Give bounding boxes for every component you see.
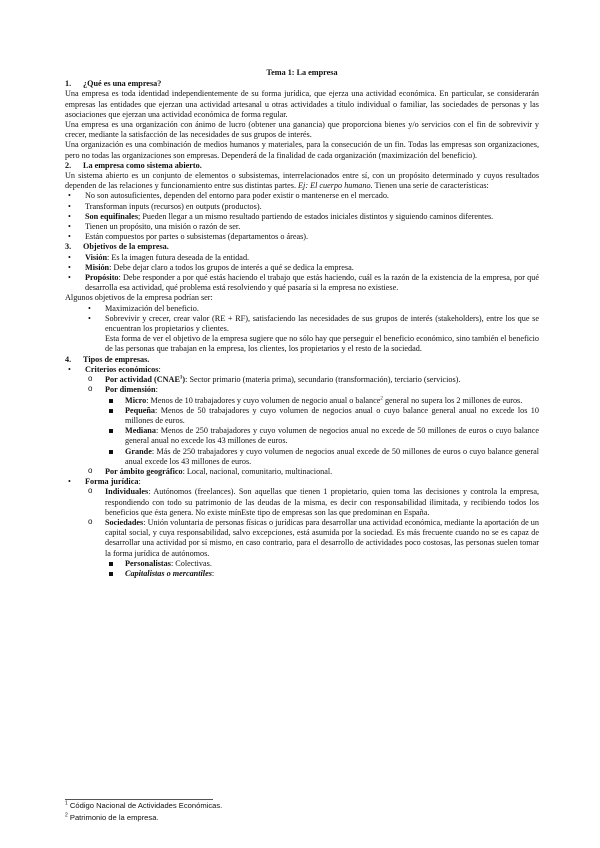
list-item [65,202,539,212]
item-lead: Por dimensión [105,385,156,395]
item-text: No son autosuficientes, dependen del entorno para poder existir o mantenerse en el mercado. [85,191,389,201]
footnote-ref: 1 [179,375,183,381]
item-lead: Micro [125,395,147,405]
item-text: ; Pueden llegar a un mismo resultado partiendo de estados iniciales distintos y siguiendo caminos diferentes. [138,211,494,221]
list-item [65,232,539,242]
item-text: : Sector primario (materia prima), secundario (transformación), terciario (servicios). [185,375,461,385]
list-item [65,273,539,293]
item-lead: Mediana [125,426,156,436]
item-text: : [158,364,161,374]
item-lead: Misión [85,262,110,272]
objectives-list [65,253,539,294]
item-lead: Sociedades [105,517,144,527]
list-item [65,385,539,467]
item-text: : Autónomos (freelances). Son aquellas que tienen 1 propietario, quien toma las decisiones y controla la empresa, respondiendo con todo su patrimonio de las deudas de la misma, es decir con responsabilidad ilimitada, y recibiendo todos los beneficios que ésta genera. No existe mínEste tipo de empresas son las que predominan en España. [105,487,539,517]
section-heading-3 [65,242,539,252]
item-text: : Menos de 50 trabajadores y cuyo volumen de negocios anual o cuyo balance general anual no excede los 10 millones de euros. [125,405,539,425]
item-text: : Es la imagen futura deseada de la entidad. [107,252,250,262]
item-text: : Debe responder a por qué estás haciendo el trabajo que estás haciendo, cuál es la razón de la existencia de la empresa, por qué desarrolla esa actividad, qué problema está resolviendo y qué pasaría si la empresa no existiese. [85,273,539,293]
item-lead: Individuales [105,487,149,497]
footnote-ref: 2 [380,395,383,401]
list-item-economic-criteria [65,365,539,477]
size-list [65,396,539,467]
item-lead: Visión [85,252,107,262]
item-lead: Personalistas [125,558,171,568]
item-text: : Más de 250 trabajadores y cuyo volumen de negocios anual excede de 50 millones de euros o cuyo balance general anual excede los 43 millones de euros. [125,446,539,466]
section-title: La empresa como sistema abierto. [83,160,202,170]
goals-list [65,304,539,335]
footnote [65,800,539,812]
list-item [65,396,539,406]
item-lead: Por actividad (CNAE [105,375,180,385]
list-item [65,487,539,518]
item-lead: Por ámbito geográfico [105,466,183,476]
section-title: Tipos de empresas. [83,354,150,364]
list-item [65,426,539,446]
section-number: 2. [65,160,72,170]
economic-criteria-list [65,375,539,477]
item-text: Están compuestos por partes o subsistemas (departamentos o áreas). [85,232,309,242]
item-lead: Son equifinales [85,211,139,221]
item-text: : [155,385,158,395]
item-lead: Propósito [85,273,119,283]
item-text: general no supera los 2 millones de euros. [382,395,523,405]
item-lead: Pequeña [125,405,156,415]
item-lead: Criterios económicos [85,364,159,374]
list-item-legal-form [65,477,539,579]
item-text: : Menos de 10 trabajadores y cuyo volumen de negocio anual o balance [146,395,381,405]
list-item [65,447,539,467]
list-item [65,191,539,201]
list-item [65,559,539,569]
characteristics-list [65,191,539,242]
list-item [65,518,539,579]
list-item [65,212,539,222]
item-lead: Grande [125,446,152,456]
section-number: 1. [65,79,72,89]
section-title: Objetivos de la empresa. [83,242,169,252]
company-type-list [65,559,539,579]
list-item: • Sobrevivir y crecer, crear valor (RE + RF), satisfaciendo las necesidades de sus grupos de interés (stakeholders), entre los que se encuentran los propietarios y clientes. [65,314,539,334]
item-text: : Debe dejar claro a todos los grupos de interés a qué se dedica la empresa. [109,262,354,272]
item-text: : [138,477,141,487]
footnote-mark: 1 [65,800,68,807]
paragraph: Una organización es una combinación de medios humanos y materiales, para la consecución de un fin. Todas las empresas son organizaciones, pero no todas las organizaciones son empresas. Dependerá de la finalidad de cada organización (maximización del beneficio). [65,140,539,160]
section-heading-1 [65,79,539,89]
item-text: : Colectivas. [170,558,212,568]
section-heading-2 [65,161,539,171]
paragraph: Una empresa es toda identidad independientemente de su forma jurídica, que ejerza una actividad económica. En particular, se considerarán empresas las entidades que ejerzan una actividad artesanal u otras actividades a título individual o familiar, las sociedades de personas y las asociaciones que ejerzan una actividad económica de forma regular. [65,89,539,119]
list-item [65,222,539,232]
list-item [65,467,539,477]
footnote-text: Patrimonio de la empresa. [67,813,159,822]
item-text: Transforman inputs (recursos) en outputs (productos). [85,201,262,211]
item-text: : Unión voluntaria de personas físicas o jurídicas para desarrollar una actividad económica, mediante la aportación de un capital social, y cuya responsabilidad, salvo excepciones, está asumida por la sociedad. Es más frecuente cuando no se es capaz de desarrollar una actividad por sí mismo, en caso contrario, para el desarrollo de actividades poco costosas, las personas suelen tomar la forma jurídica de autónomos. [105,517,539,558]
item-text: Tienen un propósito, una misión o razón de ser. [85,222,241,232]
goals-note: Esta forma de ver el objetivo de la empresa sugiere que no sólo hay que perseguir el beneficio económico, sino también el beneficio de las personas que trabajan en la empresa, los clientes, los propietarios y el resto de la sociedad. [105,334,539,354]
item-text: : Local, nacional, comunitario, multinacional. [182,466,333,476]
list-item: • Maximización del beneficio. [65,304,539,314]
legal-form-list [65,487,539,579]
item-lead: Capitalistas o mercantiles [125,568,212,578]
paragraph: Una empresa es una organización con ánimo de lucro (obtener una ganancia) que proporciona bienes y/o servicios con el fin de sobrevivir y crecer, mediante la satisfacción de las necesidades de sus grupos de interés. [65,120,539,140]
example-text: Ej: El cuerpo humano. [298,181,373,191]
paragraph: Algunos objetivos de la empresa podrían ser: [65,293,213,303]
section-title: ¿Qué es una empresa? [83,79,162,89]
footnote-mark: 2 [65,812,68,819]
paragraph [65,171,539,191]
section-number: 3. [65,242,72,252]
list-item [65,406,539,426]
list-item [65,263,539,273]
section-number: 4. [65,354,72,364]
list-item [65,569,539,579]
paragraph-text: Tienen una serie de características: [374,181,489,191]
list-item [65,375,539,385]
item-lead: ) [182,375,186,385]
section-heading-4 [65,355,539,365]
document-body [65,68,539,579]
paragraph-text: Un sistema abierto es un conjunto de elementos o subsistemas, interrelacionados entre sí, con un propósito determinado y cuyos resultados dependen de las relaciones y funcionamiento entre sus distintas partes. [65,171,539,191]
page-title: Tema 1: La empresa [266,68,338,77]
types-list [65,365,539,579]
footnote [65,812,539,824]
footnotes [65,800,539,824]
list-item [65,253,539,263]
item-text: : [211,568,215,578]
footnote-text: Código Nacional de Actividades Económicas. [67,801,223,810]
item-lead: Forma jurídica [85,477,139,487]
item-text: : Menos de 250 trabajadores y cuyo volumen de negocios anual no excede de 50 millones de euros o cuyo balance general anual no excede los 43 millones de euros. [125,426,539,446]
